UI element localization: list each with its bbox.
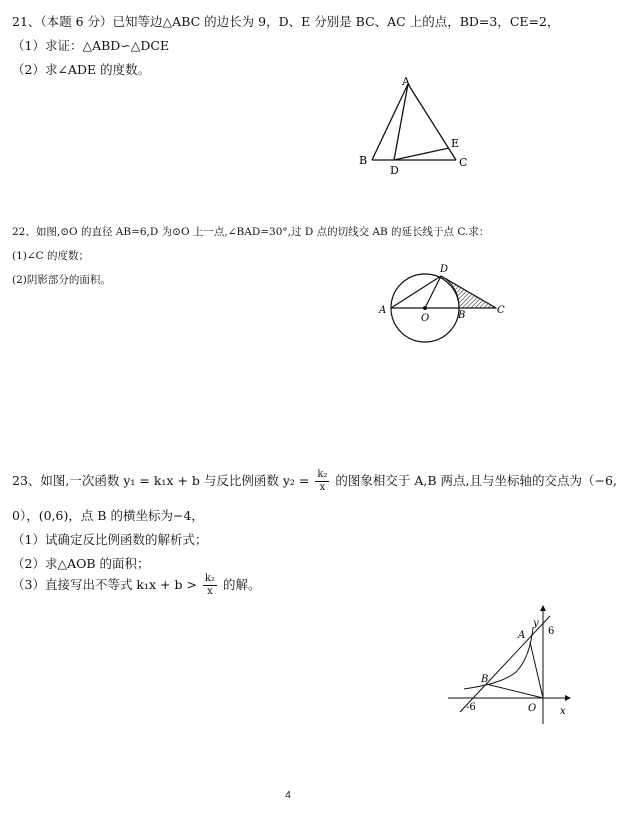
center-point [423,306,427,310]
q21-triangle-figure [352,74,482,180]
q22-part2: (2)阴影部分的面积。 [12,274,111,286]
q23-part2: （2）求△AOB 的面积； [12,556,150,571]
q22-part1: (1)∠C 的度数； [12,250,90,262]
segment-de [394,148,449,160]
label-a: A [379,305,387,316]
label-x: x [560,706,566,717]
label-c: C [459,156,468,169]
label-b: B [481,674,489,685]
q21-line1: 21、（本题 6 分）已知等边△ABC 的边长为 9，D、E 分别是 BC、AC 上的点，BD=3，CE=2， [12,14,560,29]
q23-part1: （1）试确定反比例函数的解析式； [12,532,208,547]
q23-fraction-num: k₂ [317,469,328,480]
q23-line1-post: 的图象相交于 A,B 两点,且与坐标轴的交点为（−6, [335,473,617,488]
q23-fraction-den: x [319,482,326,493]
q23-fraction [315,470,329,493]
label-e: E [451,137,460,150]
segment-ad [394,84,408,160]
q21-part1: （1）求证：△ABD∽△DCE [12,38,170,53]
q23-part3-post: 的解。 [222,577,261,592]
label-d: D [440,264,449,275]
segment-bo [486,684,543,698]
q23-graph-figure [444,600,574,728]
q22-line1: 22、如图,⊙O 的直径 AB=6,D 为⊙O 上一点,∠BAD=30°,过 D 点的切线交 AB 的延长线于点 C.求： [12,226,490,238]
label-a: A [402,75,410,88]
label-neg-six: -6 [466,702,476,713]
side-ab [372,84,408,160]
label-six: 6 [548,626,555,637]
q23-part3 [12,574,261,597]
label-o: O [528,703,537,714]
q23-part3-pre: （3）直接写出不等式 k₁x + b > [12,577,197,592]
q23-part3-fraction-den: x [207,586,213,597]
q23-part3-fraction-num: k₂ [204,573,215,584]
q23-line1 [12,470,617,493]
q23-line1-pre: 23、如图,一次函数 y₁ = k₁x + b 与反比例函数 y₂ = [12,473,310,488]
label-d: D [390,164,399,177]
q23-line2: 0），(0,6)，点 B 的横坐标为−4， [12,508,204,523]
label-y: y [533,618,539,629]
q21-part2: （2）求∠ADE 的度数。 [12,62,151,77]
page-number: 4 [285,790,291,801]
q22-circle-figure [372,258,522,348]
label-o: O [421,313,430,324]
q23-part3-fraction [203,574,217,597]
label-b: B [458,310,466,321]
label-c: C [497,305,505,316]
segment-ao [530,642,543,698]
label-a: A [518,630,526,641]
label-b: B [359,154,368,167]
